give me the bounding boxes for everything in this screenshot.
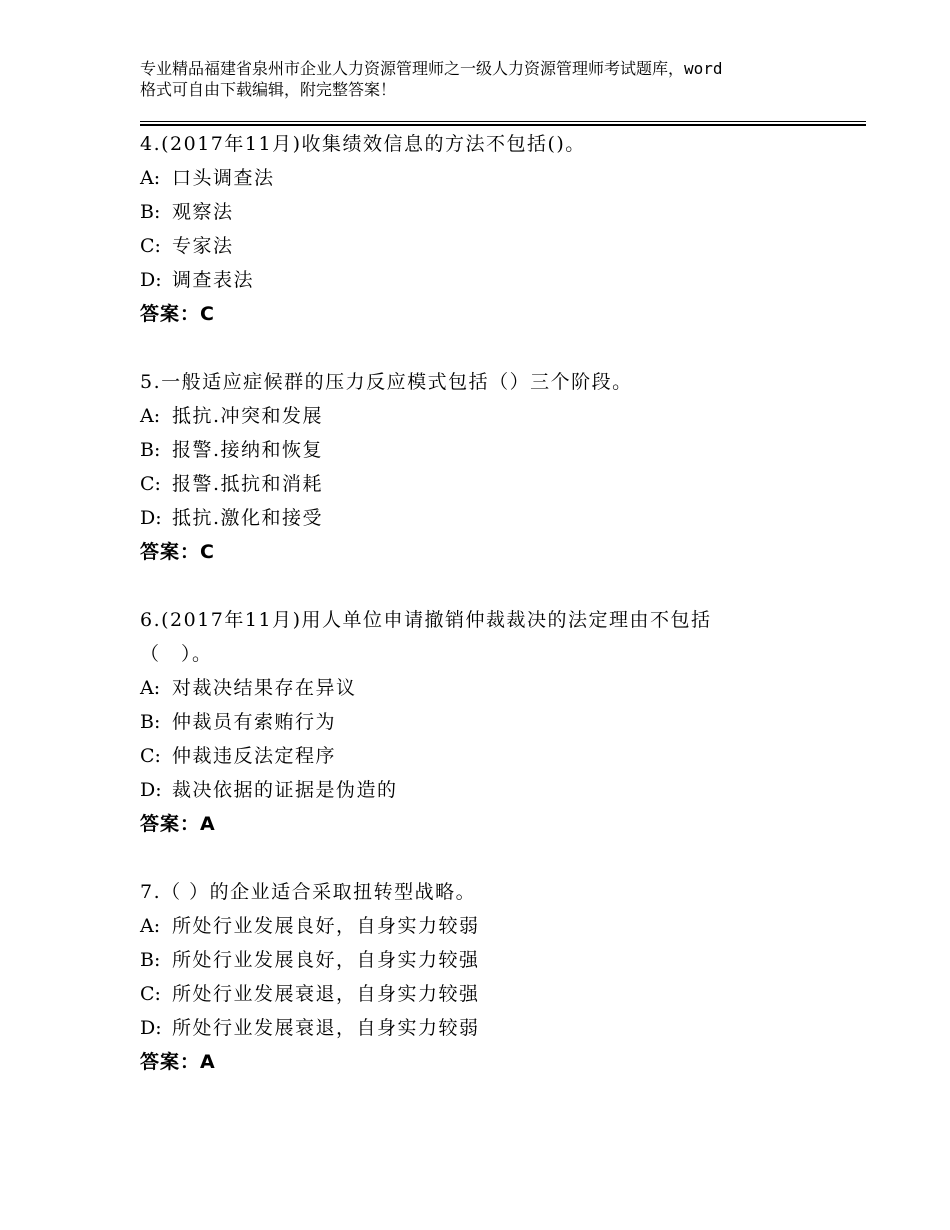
option-text: 裁决依据的证据是伪造的 bbox=[172, 779, 398, 801]
option-letter: D: bbox=[140, 269, 162, 291]
option-b bbox=[140, 195, 866, 229]
option-d bbox=[140, 263, 866, 297]
header-divider-thin bbox=[140, 121, 866, 122]
option-c bbox=[140, 467, 866, 501]
option-text: 仲裁员有索贿行为 bbox=[172, 711, 337, 733]
answer-label: 答案：C bbox=[140, 541, 215, 563]
option-text: 抵抗.冲突和发展 bbox=[172, 405, 324, 427]
option-letter: D: bbox=[140, 779, 162, 801]
option-a bbox=[140, 671, 866, 705]
option-text: 所处行业发展衰退，自身实力较强 bbox=[172, 983, 480, 1005]
option-c bbox=[140, 229, 866, 263]
option-text: 所处行业发展良好，自身实力较弱 bbox=[172, 915, 480, 937]
option-d bbox=[140, 1011, 866, 1045]
option-text: 仲裁违反法定程序 bbox=[172, 745, 337, 767]
option-text: 对裁决结果存在异议 bbox=[172, 677, 357, 699]
option-letter: B: bbox=[140, 439, 161, 461]
option-text: 调查表法 bbox=[172, 269, 255, 291]
option-letter: A: bbox=[140, 167, 161, 189]
option-letter: C: bbox=[140, 473, 161, 495]
option-b bbox=[140, 943, 866, 977]
option-letter: C: bbox=[140, 745, 161, 767]
option-letter: B: bbox=[140, 711, 161, 733]
option-letter: B: bbox=[140, 949, 161, 971]
spacer bbox=[140, 841, 866, 875]
question-stem: 6.(2017年11月)用人单位申请撤销仲裁裁决的法定理由不包括 bbox=[140, 609, 712, 631]
question-stem: 5.一般适应症候群的压力反应模式包括（）三个阶段。 bbox=[140, 371, 633, 393]
option-a bbox=[140, 909, 866, 943]
option-b bbox=[140, 433, 866, 467]
header-line-1: 专业精品福建省泉州市企业人力资源管理师之一级人力资源管理师考试题库，word bbox=[140, 59, 723, 78]
option-text: 报警.接纳和恢复 bbox=[172, 439, 324, 461]
option-letter: D: bbox=[140, 507, 162, 529]
spacer bbox=[140, 569, 866, 603]
option-c bbox=[140, 977, 866, 1011]
header-divider-thick bbox=[140, 124, 866, 126]
option-d bbox=[140, 501, 866, 535]
question-list bbox=[140, 127, 866, 1079]
document-header bbox=[140, 58, 840, 100]
option-text: 口头调查法 bbox=[172, 167, 275, 189]
question-stem: 7.（ ）的企业适合采取扭转型战略。 bbox=[140, 881, 477, 903]
question-item bbox=[140, 875, 866, 1079]
question-stem-continued: （ ）。 bbox=[140, 643, 213, 665]
option-letter: D: bbox=[140, 1017, 162, 1039]
option-d bbox=[140, 773, 866, 807]
answer-label: 答案：A bbox=[140, 813, 216, 835]
option-text: 报警.抵抗和消耗 bbox=[172, 473, 324, 495]
question-item bbox=[140, 127, 866, 331]
option-text: 专家法 bbox=[172, 235, 234, 257]
option-c bbox=[140, 739, 866, 773]
option-letter: A: bbox=[140, 405, 161, 427]
question-item bbox=[140, 365, 866, 569]
option-text: 抵抗.激化和接受 bbox=[172, 507, 324, 529]
option-b bbox=[140, 705, 866, 739]
question-item bbox=[140, 603, 866, 841]
option-a bbox=[140, 399, 866, 433]
option-letter: C: bbox=[140, 235, 161, 257]
option-letter: C: bbox=[140, 983, 161, 1005]
option-letter: A: bbox=[140, 915, 161, 937]
option-text: 观察法 bbox=[172, 201, 234, 223]
option-a bbox=[140, 161, 866, 195]
option-text: 所处行业发展良好，自身实力较强 bbox=[172, 949, 480, 971]
question-stem: 4.(2017年11月)收集绩效信息的方法不包括()。 bbox=[140, 133, 586, 155]
option-letter: B: bbox=[140, 201, 161, 223]
option-letter: A: bbox=[140, 677, 161, 699]
spacer bbox=[140, 331, 866, 365]
answer-label: 答案：A bbox=[140, 1051, 216, 1073]
header-line-2: 格式可自由下载编辑，附完整答案！ bbox=[140, 80, 397, 99]
answer-label: 答案：C bbox=[140, 303, 215, 325]
option-text: 所处行业发展衰退，自身实力较弱 bbox=[172, 1017, 480, 1039]
